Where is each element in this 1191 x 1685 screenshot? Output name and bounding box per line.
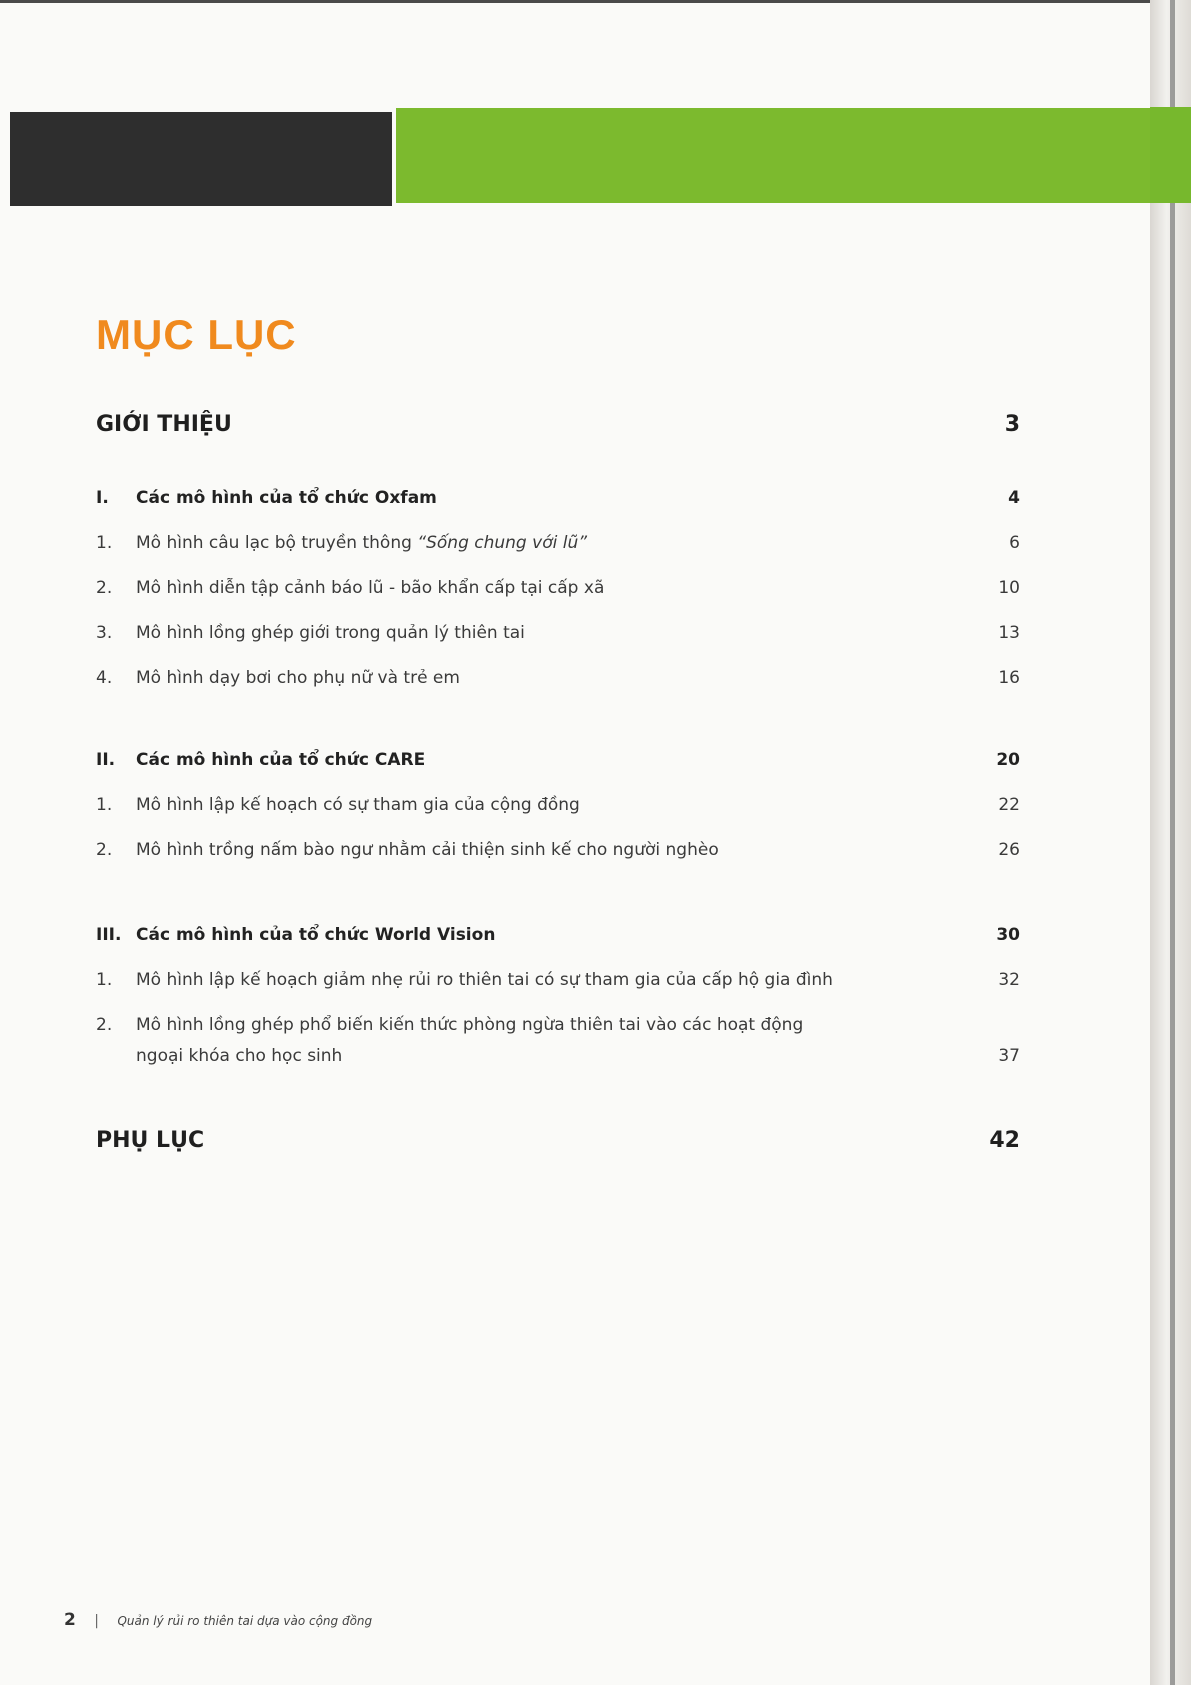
item-title: Mô hình lập kế hoạch giảm nhẹ rủi ro thiên tai có sự tham gia của cấp hộ gia đình — [136, 970, 833, 990]
toc-appendix-label: PHỤ LỤC — [96, 1128, 205, 1153]
item-number: 1. — [96, 795, 113, 815]
item-title: Mô hình trồng nấm bào ngư nhằm cải thiện sinh kế cho người nghèo — [136, 840, 719, 860]
item-title: Mô hình diễn tập cảnh báo lũ - bão khẩn cấp tại cấp xã — [136, 578, 605, 598]
section-title: Các mô hình của tổ chức Oxfam — [136, 488, 437, 508]
item-number: 1. — [96, 970, 113, 990]
item-page: 6 — [1009, 533, 1020, 553]
item-page: 13 — [998, 623, 1020, 643]
item-page: 37 — [998, 1046, 1020, 1066]
section-numeral: I. — [96, 488, 109, 508]
toc-appendix-page: 42 — [989, 1128, 1020, 1153]
page-edge-green-tab — [1150, 107, 1191, 203]
section-page: 4 — [1008, 488, 1020, 508]
toc-intro-label: GIỚI THIỆU — [96, 412, 232, 437]
item-title-text: Mô hình câu lạc bộ truyền thông — [136, 533, 418, 553]
item-number: 2. — [96, 1015, 113, 1035]
item-title-italic: “Sống chung với lũ” — [417, 533, 588, 553]
item-title: Mô hình dạy bơi cho phụ nữ và trẻ em — [136, 668, 460, 688]
item-title — [136, 533, 976, 553]
header-dark-bar — [10, 112, 392, 206]
item-title: Mô hình lồng ghép phổ biến kiến thức phòng ngừa thiên tai vào các hoạt động — [136, 1015, 804, 1035]
footer-page-number: 2 — [64, 1610, 76, 1630]
item-page: 22 — [998, 795, 1020, 815]
toc-intro-page: 3 — [1004, 412, 1020, 437]
page-top-edge — [0, 0, 1191, 3]
item-page: 26 — [998, 840, 1020, 860]
item-number: 1. — [96, 533, 113, 553]
item-number: 4. — [96, 668, 113, 688]
item-page: 10 — [998, 578, 1020, 598]
item-number: 2. — [96, 840, 113, 860]
page-footer — [64, 1610, 372, 1630]
footer-book-title: Quản lý rủi ro thiên tai dựa vào cộng đồng — [117, 1614, 373, 1628]
header-green-bar — [396, 108, 1150, 203]
item-number: 3. — [96, 623, 113, 643]
page-edge-shadow — [1170, 0, 1175, 1685]
section-page: 20 — [996, 750, 1020, 770]
item-title-line2: ngoại khóa cho học sinh — [136, 1046, 343, 1066]
section-numeral: II. — [96, 750, 116, 770]
item-page: 16 — [998, 668, 1020, 688]
toc-heading: MỤC LỤC — [96, 311, 297, 358]
item-title: Mô hình lồng ghép giới trong quản lý thiên tai — [136, 623, 525, 643]
section-title: Các mô hình của tổ chức CARE — [136, 750, 426, 770]
section-page: 30 — [996, 925, 1020, 945]
item-page: 32 — [998, 970, 1020, 990]
section-numeral: III. — [96, 925, 122, 945]
section-title: Các mô hình của tổ chức World Vision — [136, 925, 496, 945]
item-title: Mô hình lập kế hoạch có sự tham gia của cộng đồng — [136, 795, 580, 815]
footer-separator: | — [94, 1613, 100, 1629]
item-number: 2. — [96, 578, 113, 598]
